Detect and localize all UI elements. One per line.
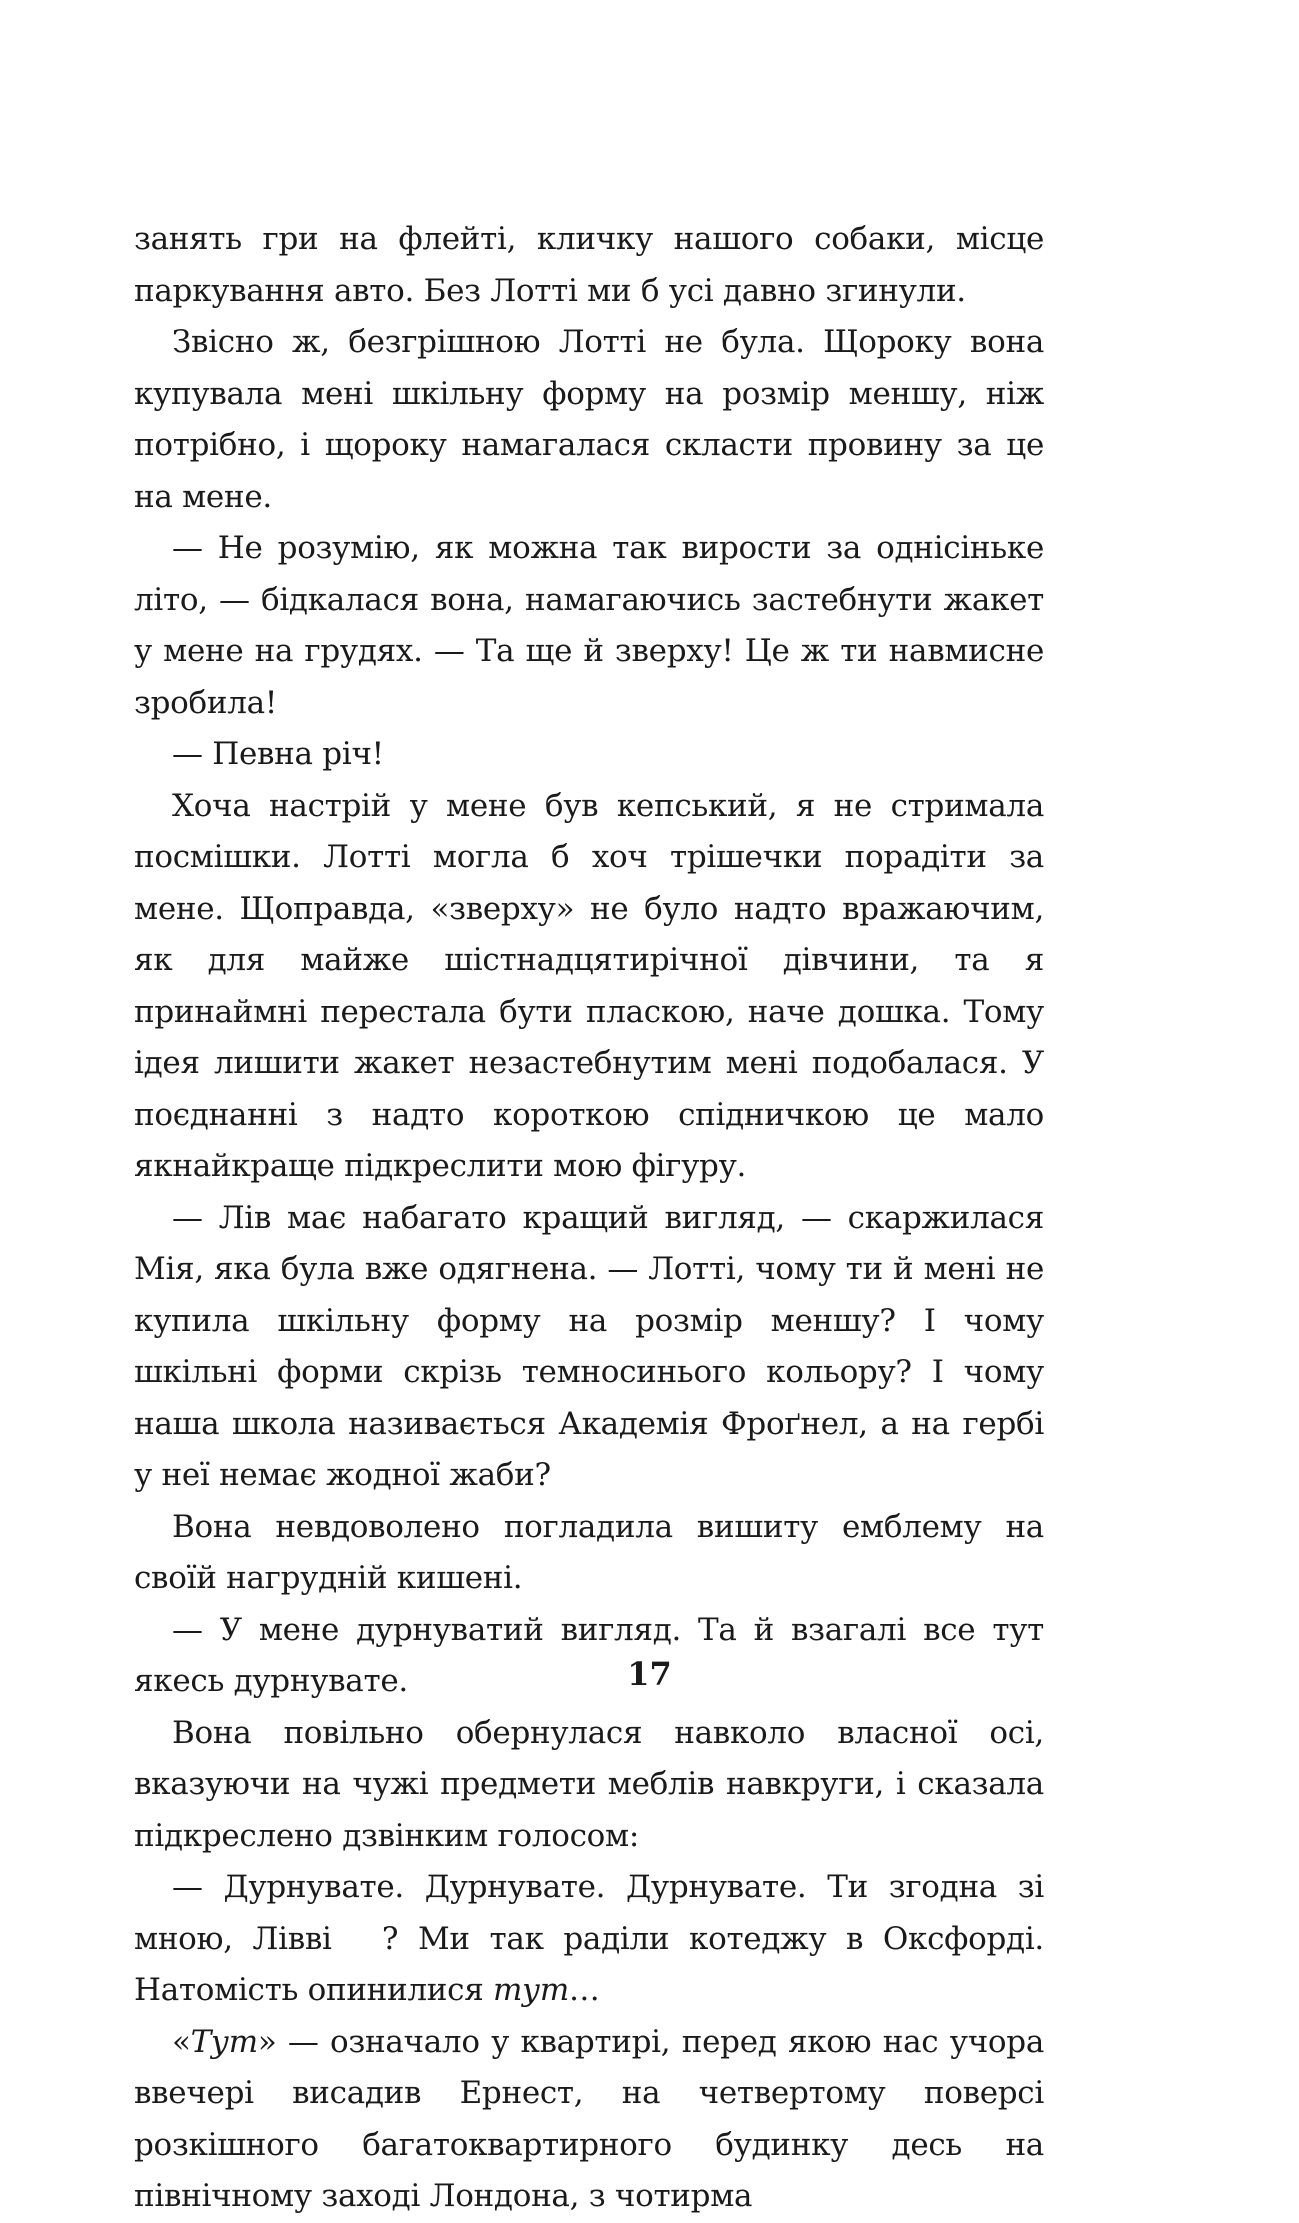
page-number: 17 xyxy=(627,1655,672,1693)
paragraph-text: « xyxy=(172,2023,191,2060)
paragraph: — У мене дурнуватий вигляд. Та й взагалі все тут якесь дурнувате. xyxy=(134,1611,1044,1699)
paragraph: Вона невдоволено погладила вишиту емблему на своїй нагрудній кишені. xyxy=(134,1508,1044,1596)
emphasis-text: Тут xyxy=(190,2023,258,2060)
paragraph: Звісно ж, безгрішною Лотті не була. Щороку вона купувала мені шкільну форму на розмір меншу, ніж потрібно, і щороку намагалася скласти провину за це на мене. xyxy=(134,324,1044,515)
paragraph-text: — Дурнувате. Дурнувате. Дурнувате. Ти згодна зі мною, Ліввіﾠ? Ми так раділи котеджу в Оксфорді. Натомість опинилися xyxy=(134,1869,1044,2008)
paragraph: — Лів має набагато кращий вигляд, — скаржилася Мія, яка була вже одягнена. — Лотті, чому ти й мені не купила шкільну форму на розмір меншу? І чому шкільні форми скрізь темносинього кольору? І чому наша школа називається Академія Фроґнел, а на гербі у неї немає жодної жаби? xyxy=(134,1199,1044,1493)
paragraph-text: … xyxy=(568,1972,600,2008)
paragraph-text: » — означало у квартирі, перед якою нас учора ввечері висадив Ернест, на четвертому поверсі розкішного багатоквартирного будинку десь на північному заході Лондона, з чотирма xyxy=(134,2023,1044,2214)
text-block xyxy=(134,214,1044,2223)
page-body xyxy=(134,214,1044,2223)
paragraph: — Певна річ! xyxy=(172,736,384,772)
paragraph: Хоча настрій у мене був кепський, я не стримала посмішки. Лотті могла б хоч трішечки порадіти за мене. Щоправда, «зверху» не було надто вражаючим, як для майже шістнадцятирічної дівчини, та я принаймні перестала бути пласкою, наче дошка. Тому ідея лишити жакет незастебнутим мені подобалася. У поєднанні з надто короткою спідничкою це мало якнайкраще підкреслити мою фігуру. xyxy=(134,787,1044,1184)
emphasis-text: тут xyxy=(493,1972,569,2008)
paragraph xyxy=(134,1862,1044,2017)
paragraph: — Не розумію, як можна так вирости за однісіньке літо, — бідкалася вона, намагаючись застебнути жакет у мене на грудях. — Та ще й зверху! Це ж ти навмисне зробила! xyxy=(134,530,1044,721)
paragraph: занять гри на флейті, кличку нашого собаки, місце паркування авто. Без Лотті ми б усі давно згинули. xyxy=(134,221,1044,309)
paragraph xyxy=(134,2017,1044,2223)
paragraph: Вона повільно обернулася навколо власної осі, вказуючи на чужі предмети меблів навкруги, і сказала підкреслено дзвінким голосом: xyxy=(134,1714,1044,1854)
